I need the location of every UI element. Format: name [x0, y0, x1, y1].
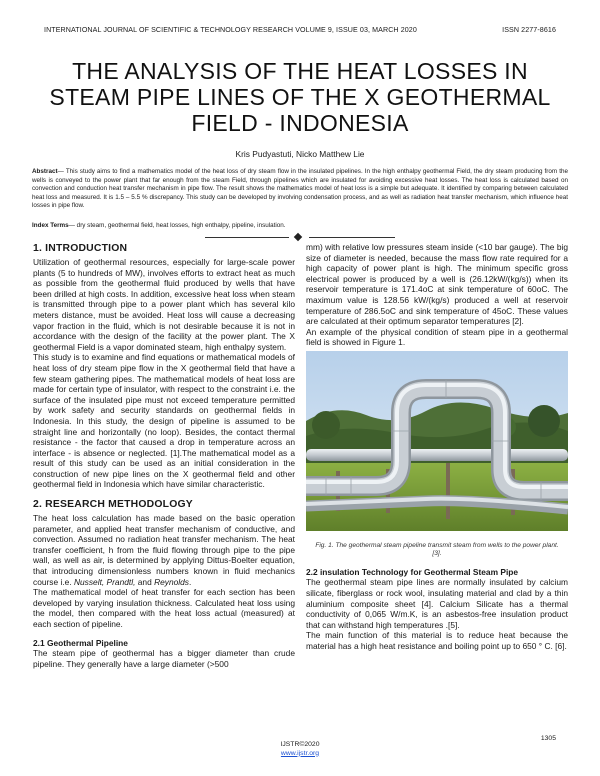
index-terms-label: Index Terms — [32, 222, 69, 229]
index-terms — [32, 222, 568, 231]
figure-1-caption: Fig. 1. The geothermal steam pipeline transmit steam from wells to the power plant. [3]. — [315, 541, 559, 558]
pipeline-paragraph-2: mm) with relative low pressures steam inside (<10 bar gauge). The big size of diameter is needed, because the mass flow rate required for a high capacity of power plant is high. The minimum specific gross electrical power is produced by a well is (26.12kW/(kg/s)) when its reservoir temperature is 171.4oC at sink temperature of 60oC. The maximum value is 128.56 kW/(kg/s) produced a well at reservoir temperature of 286.5oC and sink temperature of 45oC. These values are calculated at their optimum separator temperatures [2]. — [306, 242, 568, 327]
right-column — [306, 242, 568, 652]
reynolds-name: Reynolds — [154, 576, 189, 587]
intro-paragraph-1: Utilization of geothermal resources, especially for large-scale power plants (5 to hundreds of MW), involves efforts to extract heat as much as possible from the geothermal fluid produced by wells that have been drilled at high costs. In addition, excessive heat loss when steam is transmitted through pipe to a power plant which has several kilo meters distance, must be avoided. Heat loss will cause a decreasing vapor fraction in the fluid, which is not desirable because it is not in accordance with the design of the facility at the power plant. The X geothermal Field is a vapor dominated steam, high enthalpy system. — [33, 257, 295, 352]
journal-url-link[interactable]: www.ijstr.org — [280, 749, 320, 757]
page-number: 1305 — [540, 735, 556, 742]
left-column — [33, 242, 295, 669]
section-divider — [205, 234, 395, 242]
divider-diamond — [294, 233, 302, 241]
method-text: The heat loss calculation has made based on the basic operation parameter, and applied heat transfer mechanism of conductive, and convection. Assumed no radiation heat transfer mechanism. The heat transfer coefficient, h from the fluid flowing through pipe to the pipe wall, as well as air, is determined by applying Dittus-Boelter equation, that introducing dimensionless numbers known in fluid mechanics course i.e. — [33, 513, 295, 587]
spacer — [306, 559, 568, 567]
section-heading-methodology: 2. RESEARCH METHODOLOGY — [33, 499, 193, 511]
index-terms-text: — dry steam, geothermal field, heat losses, high enthalpy, pipeline, insulation. — [68, 222, 286, 229]
method-paragraph-2: The mathematical model of heat transfer for each section has been developed by varying insulation thickness. Calculated heat loss using the model, then compared with the heat loss actual (measured) at each section of pipeline. — [33, 587, 295, 629]
title-line-2: STEAM PIPE LINES OF THE X GEOTHERMAL — [49, 84, 551, 110]
abstract — [32, 168, 568, 211]
subsection-heading-pipeline: 2.1 Geothermal Pipeline — [33, 637, 128, 648]
subsection-heading-insulation: 2.2 insulation Technology for Geothermal Steam Pipe — [306, 566, 519, 577]
figure-1-photo — [306, 351, 568, 531]
copyright-code: IJSTR©2020 — [280, 741, 320, 748]
pipeline-paragraph-3: An example of the physical condition of steam pipe in a geothermal field is showed in Figure 1. — [306, 326, 568, 348]
method-paragraph-1 — [33, 513, 295, 587]
method-and: and — [135, 576, 155, 587]
pipeline-paragraph-1: The steam pipe of geothermal has a bigger diameter than crude pipeline. They generally have a large diameter (>500 — [33, 648, 295, 669]
title-line-3: FIELD - INDONESIA — [191, 110, 409, 136]
steam-pipeline-image — [306, 351, 568, 531]
dimensionless-names: Nusselt, Prandtl, — [73, 576, 136, 587]
spacer — [33, 490, 295, 498]
divider-line-left — [205, 237, 289, 238]
insulation-paragraph-2: The main function of this material is to reduce heat because the material has a high heat resistance and boiling point up to 650 ° C. [6]. — [306, 630, 568, 651]
spacer — [33, 630, 295, 638]
authors: Kris Pudyastuti, Nicko Matthew Lie — [235, 149, 365, 159]
divider-line-right — [309, 237, 395, 238]
abstract-text: — This study aims to find a mathematics model of the heat loss of dry steam flow in the insulated pipelines. In the high enthalpy geothermal Field, the dry steam producing from the wells is conveyed to the power plant that far enough from the steam Field, through pipelines which are insulated for avoiding excessive heat losses. The heat loss is calculated based on convection and conduction heat transfer mechanism in pipe flow. The result shows the mathematics model of heat loss is a simple but adequate. It identified by comparing between calculated heat loss and measured. It is 1.5 – 5.5 % discrepancy. This study can be developed by involving condensation process, and as well as radiation heat transfer mechanism, which influence heat losses in pipe flow. — [32, 168, 568, 210]
insulation-paragraph-1: The geothermal steam pipe lines are normally insulated by calcium silicate, fiberglass or rock wool, insulating material and clad by a thin aluminium composite sheet [4]. Calcium Silicate has a thermal conductivity of 0,065 W/m.K, is an asbestos-free insulation product that can withstand high temperatures .[5]. — [306, 577, 568, 630]
paper-title — [30, 58, 570, 136]
abstract-label: Abstract — [32, 168, 58, 175]
intro-paragraph-2: This study is to examine and find equations or mathematical models of heat loss of dry steam pipe flow in the X geothermal field that have a few steam gathering pipes. The mathematical models of heat loss are made for certain type of insulator, with respect to the constraint i.e. the surface of the insulated pipe must not exceed temperature permitted by work safety and security standards on geothermal fields in Indonesia. In this study, the design of pipeline is assumed to be straight line and horizontally (no loop). Besides, the contact thermal resistance - the factor that caused a drop in temperature across an interface - is absence or neglected. [1].The mathematical model as a result of this study can be used as an initial consideration in the construction of new pipe lines on the X geothermal field and other geothermal field in Indonesia which have similar characteristic. — [33, 352, 295, 490]
section-heading-introduction: 1. INTRODUCTION — [33, 243, 128, 254]
title-line-1: THE ANALYSIS OF THE HEAT LOSSES IN — [72, 58, 528, 84]
issn: ISSN 2277-8616 — [502, 26, 556, 34]
journal-name: INTERNATIONAL JOURNAL OF SCIENTIFIC & TECHNOLOGY RESEARCH VOLUME 9, ISSUE 03, MARCH 2020 — [44, 26, 417, 34]
page-footer — [0, 741, 600, 758]
method-end: . — [188, 576, 192, 587]
